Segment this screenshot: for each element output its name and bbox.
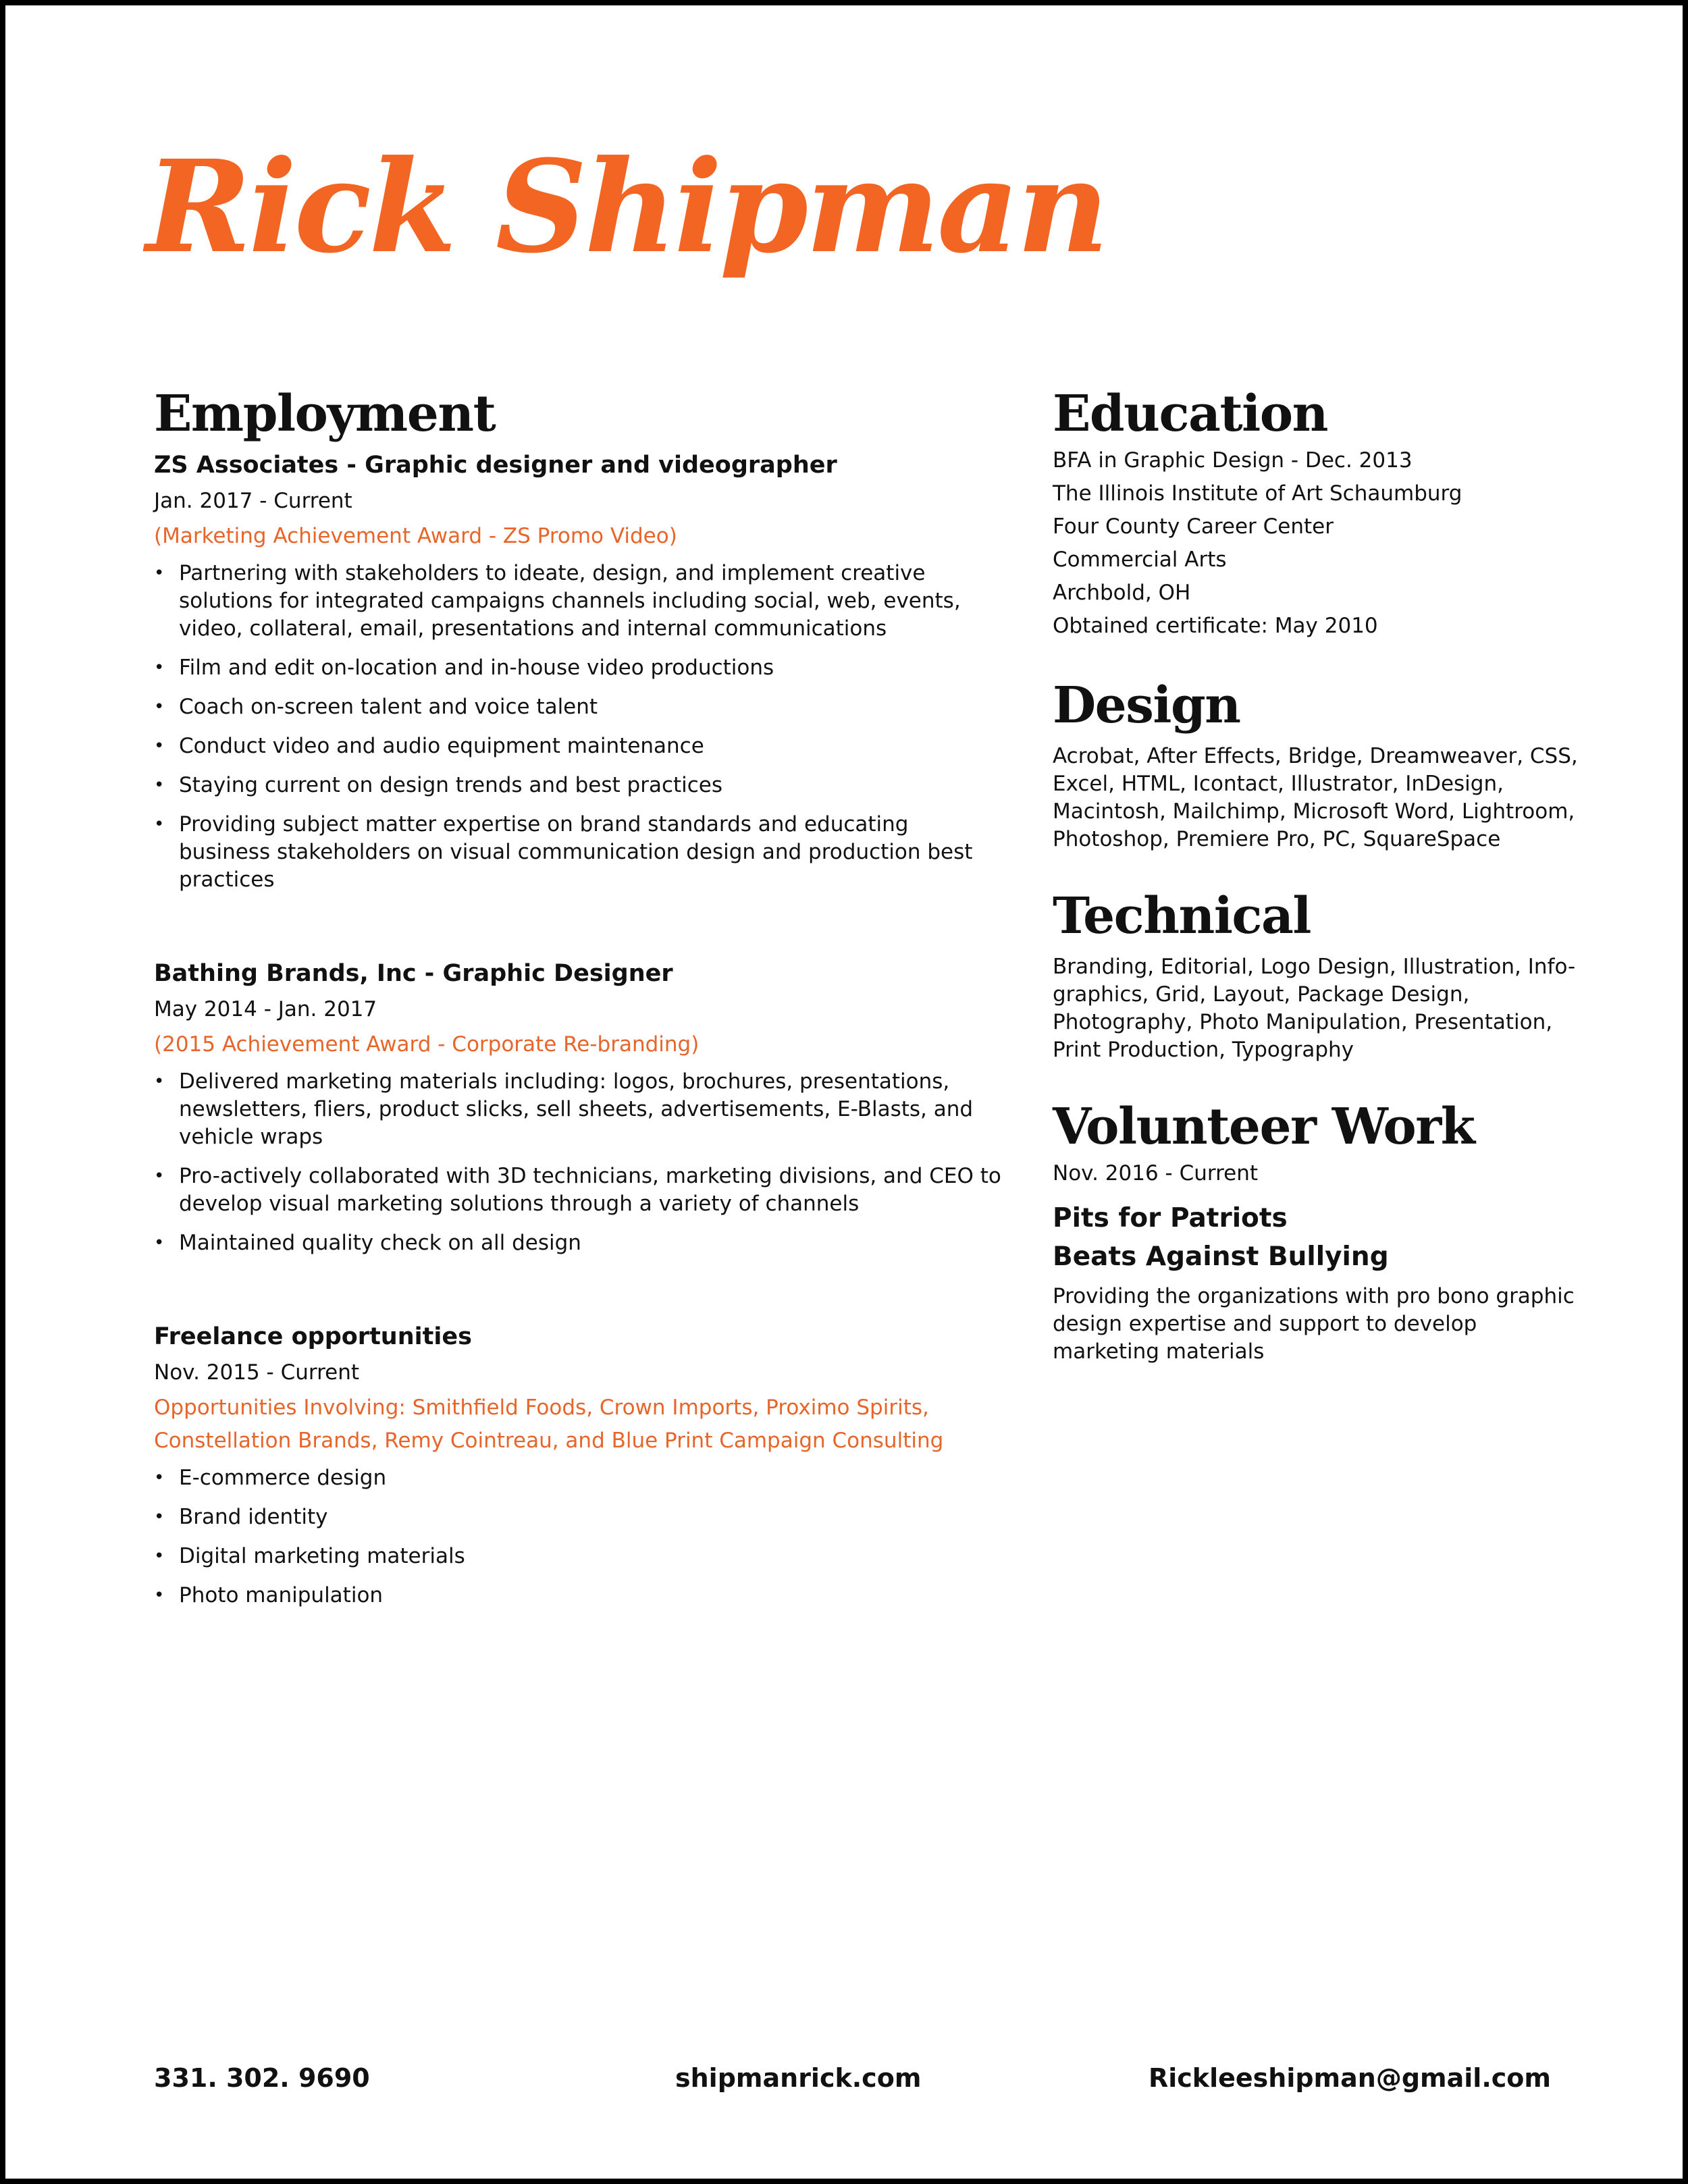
job-bullet — [154, 654, 1005, 682]
job-title: ZS Associates - Graphic designer and videographer — [154, 452, 837, 479]
employment-column — [154, 383, 1005, 1621]
job-bullet — [154, 1229, 1005, 1257]
job-bullet-text: E-commerce design — [179, 1466, 387, 1490]
bullet-icon: • — [154, 1233, 165, 1253]
education-list — [1053, 444, 1579, 643]
job-bullet — [154, 1503, 1005, 1531]
job-bullet-text: Pro-actively collaborated with 3D technicians, marketing divisions, and CEO to develop visual marketing solutions through a variety of channels — [179, 1164, 1001, 1216]
job-entry — [154, 1320, 1005, 1609]
bullet-icon: • — [154, 1071, 165, 1092]
job-bullet-text: Film and edit on-location and in-house video productions — [179, 656, 774, 680]
job-bullet-text: Coach on-screen talent and voice talent — [179, 695, 598, 719]
education-line: Archbold, OH — [1053, 581, 1191, 605]
bullet-icon: • — [154, 1546, 165, 1566]
job-award: Opportunities Involving: Smithfield Foods, Crown Imports, Proximo Spirits, Constellation Brands, Remy Cointreau, and Blue Print Campaign Consulting — [154, 1395, 944, 1453]
phone-number: 331. 302. 9690 — [154, 2063, 370, 2093]
technical-heading: Technical — [1053, 887, 1311, 945]
bullet-icon: • — [154, 736, 165, 756]
bullet-icon: • — [154, 1585, 165, 1605]
education-line: Obtained certificate: May 2010 — [1053, 614, 1378, 638]
bullet-icon: • — [154, 775, 165, 795]
contact-footer — [5, 2058, 1683, 2098]
email-link[interactable]: Rickleeshipman@gmail.com — [1149, 2063, 1551, 2093]
job-bullet-text: Partnering with stakeholders to ideate, design, and implement creative solutions for integrated campaigns channels including social, web, events, video, collateral, email, presentations and internal communications — [179, 561, 961, 641]
job-bullet — [154, 1068, 1005, 1151]
job-bullet — [154, 560, 1005, 643]
website-link[interactable]: shipmanrick.com — [675, 2063, 922, 2093]
design-skills: Acrobat, After Effects, Bridge, Dreamweaver, CSS, Excel, HTML, Icontact, Illustrator, InDesign, Macintosh, Mailchimp, Microsoft Word, Lightroom, Photoshop, Premiere Pro, PC, SquareSpace — [1053, 744, 1578, 851]
volunteer-org: Beats Against Bullying — [1053, 1242, 1389, 1272]
job-bullet-text: Providing subject matter expertise on brand standards and educating business stakeholders on visual communication design and production best practices — [179, 812, 973, 892]
technical-skills: Branding, Editorial, Logo Design, Illustration, Info-graphics, Grid, Layout, Package Design, Photography, Photo Manipulation, Presentation, Print Production, Typography — [1053, 955, 1576, 1062]
bullet-icon: • — [154, 814, 165, 834]
volunteer-dates: Nov. 2016 - Current — [1053, 1161, 1259, 1186]
job-bullet — [154, 693, 1005, 721]
job-bullet-text: Staying current on design trends and best practices — [179, 773, 723, 797]
job-entry — [154, 957, 1005, 1257]
education-line: Commercial Arts — [1053, 548, 1227, 572]
job-bullet-list — [154, 1068, 1005, 1257]
bullet-icon: • — [154, 563, 165, 583]
job-bullet-text: Photo manipulation — [179, 1583, 384, 1607]
job-bullet — [154, 811, 1005, 894]
volunteer-org: Pits for Patriots — [1053, 1203, 1288, 1233]
education-heading: Education — [1053, 385, 1327, 443]
volunteer-heading: Volunteer Work — [1053, 1098, 1475, 1156]
job-bullet — [154, 1163, 1005, 1218]
sidebar-column — [1053, 383, 1579, 1366]
resume-name: Rick Shipman — [146, 132, 1107, 282]
bullet-icon: • — [154, 1166, 165, 1186]
job-bullet-text: Brand identity — [179, 1505, 328, 1529]
job-bullet — [154, 1464, 1005, 1492]
volunteer-description: Providing the organizations with pro bono graphic design expertise and support to develop marketing materials — [1053, 1284, 1575, 1364]
job-bullet-text: Maintained quality check on all design — [179, 1231, 581, 1255]
bullet-icon: • — [154, 697, 165, 717]
job-bullet-list — [154, 560, 1005, 894]
employment-heading: Employment — [154, 385, 496, 443]
bullet-icon: • — [154, 1468, 165, 1488]
job-award: (2015 Achievement Award - Corporate Re-branding) — [154, 1032, 700, 1057]
job-bullet-list — [154, 1464, 1005, 1609]
job-title: Freelance opportunities — [154, 1323, 472, 1350]
education-line: Four County Career Center — [1053, 514, 1334, 539]
job-bullet — [154, 772, 1005, 799]
job-bullet-text: Digital marketing materials — [179, 1544, 465, 1568]
job-bullet-text: Delivered marketing materials including: logos, brochures, presentations, newsletters, fliers, product slicks, sell sheets, advertisements, E-Blasts, and vehicle wraps — [179, 1069, 974, 1149]
job-entry — [154, 448, 1005, 894]
job-bullet — [154, 1543, 1005, 1570]
job-bullet — [154, 733, 1005, 760]
job-award: (Marketing Achievement Award - ZS Promo Video) — [154, 524, 677, 548]
job-bullet-text: Conduct video and audio equipment maintenance — [179, 734, 704, 758]
bullet-icon: • — [154, 658, 165, 678]
design-heading: Design — [1053, 676, 1240, 735]
education-line: BFA in Graphic Design - Dec. 2013 — [1053, 448, 1413, 473]
job-dates: May 2014 - Jan. 2017 — [154, 997, 377, 1021]
job-bullet — [154, 1582, 1005, 1609]
job-title: Bathing Brands, Inc - Graphic Designer — [154, 960, 673, 987]
job-dates: Nov. 2015 - Current — [154, 1360, 360, 1385]
bullet-icon: • — [154, 1507, 165, 1527]
job-dates: Jan. 2017 - Current — [154, 489, 352, 513]
education-line: The Illinois Institute of Art Schaumburg — [1053, 481, 1462, 506]
